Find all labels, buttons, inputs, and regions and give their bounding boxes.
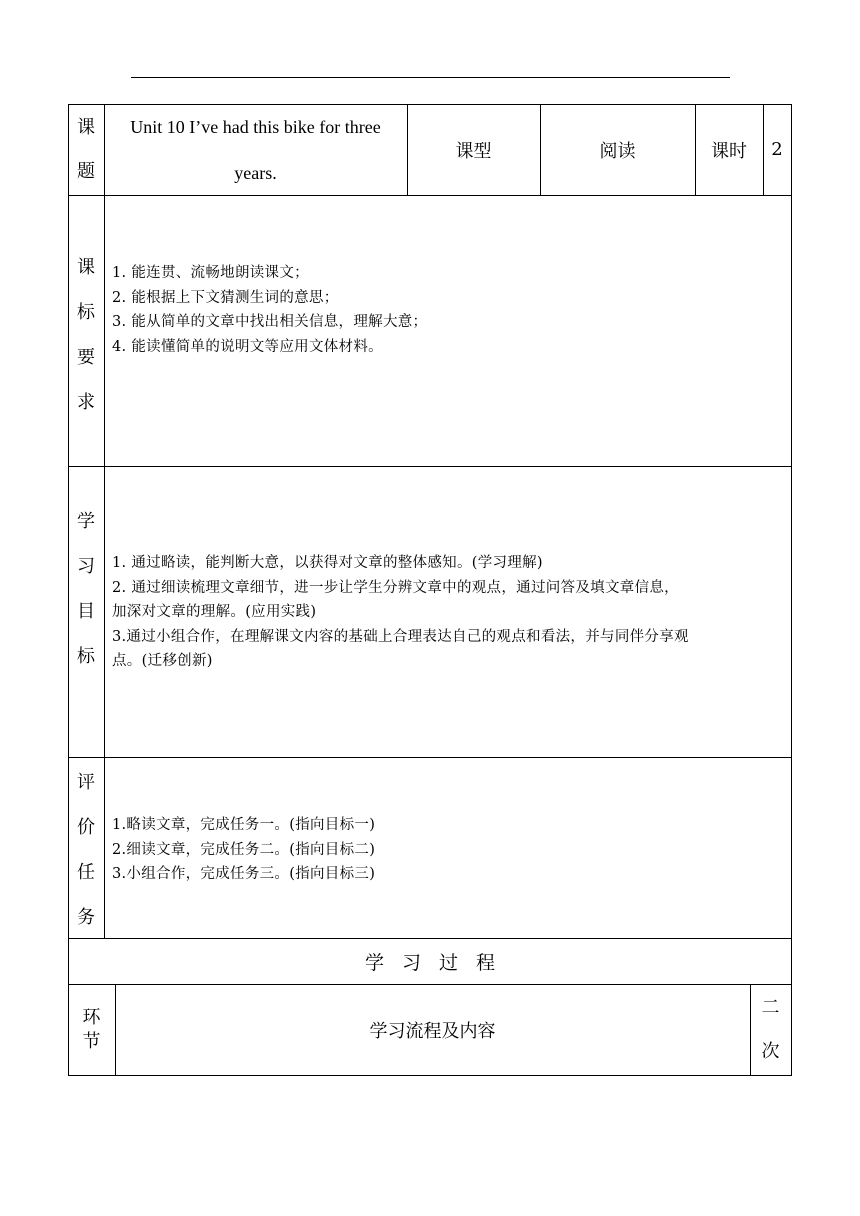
assessment-label-char: 价 bbox=[77, 817, 95, 838]
assessment-list bbox=[112, 813, 375, 887]
list-item: 3.通过小组合作，在理解课文内容的基础上合理表达自己的观点和看法，并与同伴分享观 bbox=[112, 628, 689, 645]
revision-label-char: 次 bbox=[761, 1040, 780, 1062]
revision-label-char: 二 bbox=[761, 996, 780, 1018]
standards-label-char: 求 bbox=[77, 392, 95, 413]
standards-label bbox=[68, 245, 104, 425]
lesson-title-line: years. bbox=[234, 162, 277, 183]
list-item: 3. 能从简单的文章中找出相关信息，理解大意； bbox=[112, 314, 428, 330]
topic-label-char: 题 bbox=[77, 160, 95, 182]
standards-list bbox=[112, 261, 427, 359]
objectives-list bbox=[112, 551, 689, 674]
assessment-label-char: 务 bbox=[77, 907, 95, 928]
period-value: 2 bbox=[771, 139, 783, 160]
list-item: 点。(迁移创新) bbox=[112, 653, 213, 669]
stage-label bbox=[68, 984, 115, 1075]
list-item: 1.略读文章，完成任务一。(指向目标一) bbox=[112, 817, 376, 833]
list-item: 1. 能连贯、流畅地朗读课文； bbox=[112, 265, 309, 281]
objectives-label bbox=[68, 499, 104, 679]
lesson-type-label: 课型 bbox=[455, 140, 492, 162]
objectives-label-char: 目 bbox=[77, 601, 95, 622]
objectives-label-char: 习 bbox=[77, 556, 95, 577]
revision-label bbox=[750, 984, 791, 1075]
assessment-label-char: 评 bbox=[77, 772, 95, 793]
list-item: 2. 能根据上下文猜测生词的意思； bbox=[112, 289, 339, 306]
standards-label-char: 课 bbox=[77, 257, 95, 278]
objectives-label-char: 学 bbox=[77, 511, 95, 532]
list-item: 1. 通过略读，能判断大意，以获得对文章的整体感知。(学习理解) bbox=[112, 555, 543, 571]
lesson-title-line: Unit 10 I’ve had this bike for three bbox=[130, 116, 381, 137]
standards-label-char: 要 bbox=[77, 347, 95, 368]
standards-label-char: 标 bbox=[77, 302, 95, 323]
list-item: 3.小组合作，完成任务三。(指向目标三) bbox=[112, 866, 376, 882]
assessment-label-char: 任 bbox=[77, 862, 95, 883]
process-title: 学习过程 bbox=[364, 951, 513, 974]
header-rule bbox=[131, 77, 730, 78]
list-item: 2. 通过细读梳理文章细节，进一步让学生分辨文章中的观点，通过问答及填文章信息， bbox=[112, 579, 679, 596]
topic-label bbox=[68, 104, 104, 195]
lesson-title bbox=[104, 104, 407, 195]
list-item: 2.细读文章，完成任务二。(指向目标二) bbox=[112, 841, 376, 858]
assessment-label bbox=[68, 760, 104, 940]
lesson-type-value: 阅读 bbox=[599, 140, 636, 162]
period-label: 课时 bbox=[711, 140, 747, 162]
stage-label-char: 节 bbox=[82, 1030, 101, 1052]
stage-label-char: 环 bbox=[82, 1006, 101, 1028]
list-item: 加深对文章的理解。(应用实践) bbox=[112, 604, 317, 620]
process-content-label: 学习流程及内容 bbox=[369, 1020, 496, 1042]
list-item: 4. 能读懂简单的说明文等应用文体材料。 bbox=[112, 338, 383, 355]
topic-label-char: 课 bbox=[77, 116, 95, 138]
objectives-label-char: 标 bbox=[77, 646, 95, 667]
